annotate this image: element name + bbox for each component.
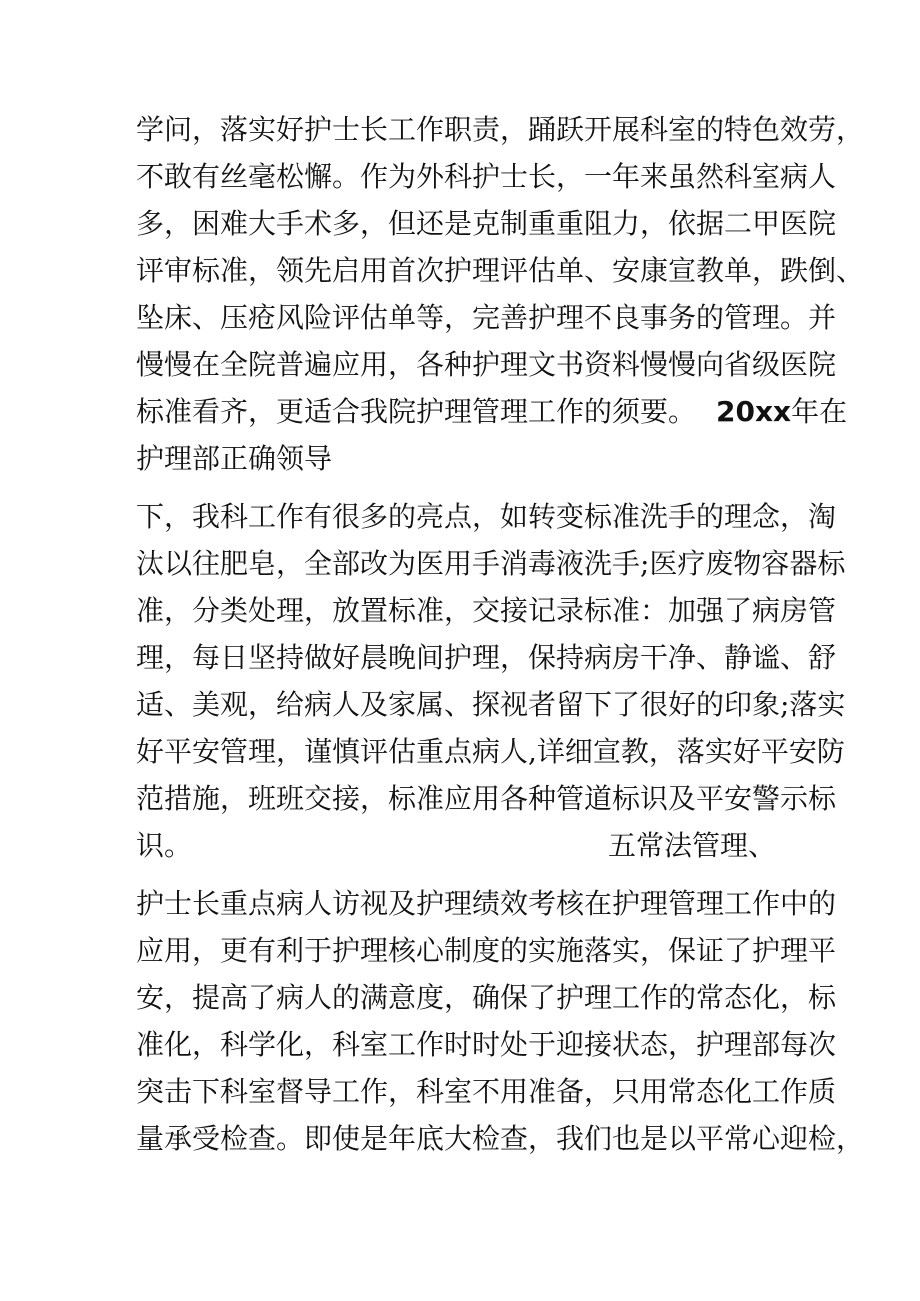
text-line-15: 范措施，班班交接，标准应用各种管道标识及平安警示标: [136, 782, 837, 815]
text-line-3: 多，困难大手术多，但还是克制重重阻力，依据二甲医院: [136, 207, 837, 240]
text-line-12: 理，每日坚持做好晨晚间护理，保持病房干净、静谧、舒: [136, 641, 837, 674]
text-line-13: 适、美观，给病人及家属、探视者留下了很好的印象;落实: [136, 688, 846, 721]
text-line-18: 应用，更有利于护理核心制度的实施落实，保证了护理平: [136, 934, 837, 967]
text-line-2: 不敢有丝毫松懈。作为外科护士长，一年来虽然科室病人: [136, 160, 837, 193]
text-line-4: 评审标准，领先启用首次护理评估单、安康宣教单，跌倒、: [136, 254, 865, 287]
text-line-5: 坠床、压疮风险评估单等，完善护理不良事务的管理。并: [136, 301, 837, 334]
text-line-22: 量承受检查。即使是年底大检查，我们也是以平常心迎检，: [136, 1122, 865, 1155]
year-number: 20xx: [716, 395, 792, 428]
text-line-6: 慢慢在全院普遍应用，各种护理文书资料慢慢向省级医院: [136, 348, 837, 381]
text-line-16-main: 识。: [136, 829, 193, 862]
text-line-7-right: [716, 389, 847, 435]
text-line-19: 安，提高了病人的满意度，确保了护理工作的常态化，标: [136, 981, 837, 1014]
text-line-9: 下，我科工作有很多的亮点，如转变标准洗手的理念，淘: [136, 500, 837, 533]
text-line-7-main: 标准看齐，更适合我院护理管理工作的须要。: [136, 395, 697, 428]
text-line-20: 准化，科学化，科室工作时时处于迎接状态，护理部每次: [136, 1028, 837, 1061]
text-line-21: 突击下科室督导工作，科室不用准备，只用常态化工作质: [136, 1075, 837, 1108]
year-suffix: 年在: [791, 395, 848, 428]
text-line-14: 好平安管理，谨慎评估重点病人,详细宣教，落实好平安防: [136, 735, 845, 768]
text-line-16: [136, 823, 796, 869]
text-line-11: 准，分类处理，放置标准，交接记录标准：加强了病房管: [136, 594, 837, 627]
text-line-17: 护士长重点病人访视及护理绩效考核在护理管理工作中的: [136, 887, 837, 920]
text-line-8: 护理部正确领导: [136, 442, 333, 475]
text-line-16-right: 五常法管理、: [608, 829, 777, 862]
text-line-10: 汰以往肥皂，全部改为医用手消毒液洗手;医疗废物容器标: [136, 547, 846, 580]
text-line-1: 学问，落实好护士长工作职责，踊跃开展科室的特色效劳，: [136, 113, 865, 146]
text-line-7: [136, 389, 848, 435]
